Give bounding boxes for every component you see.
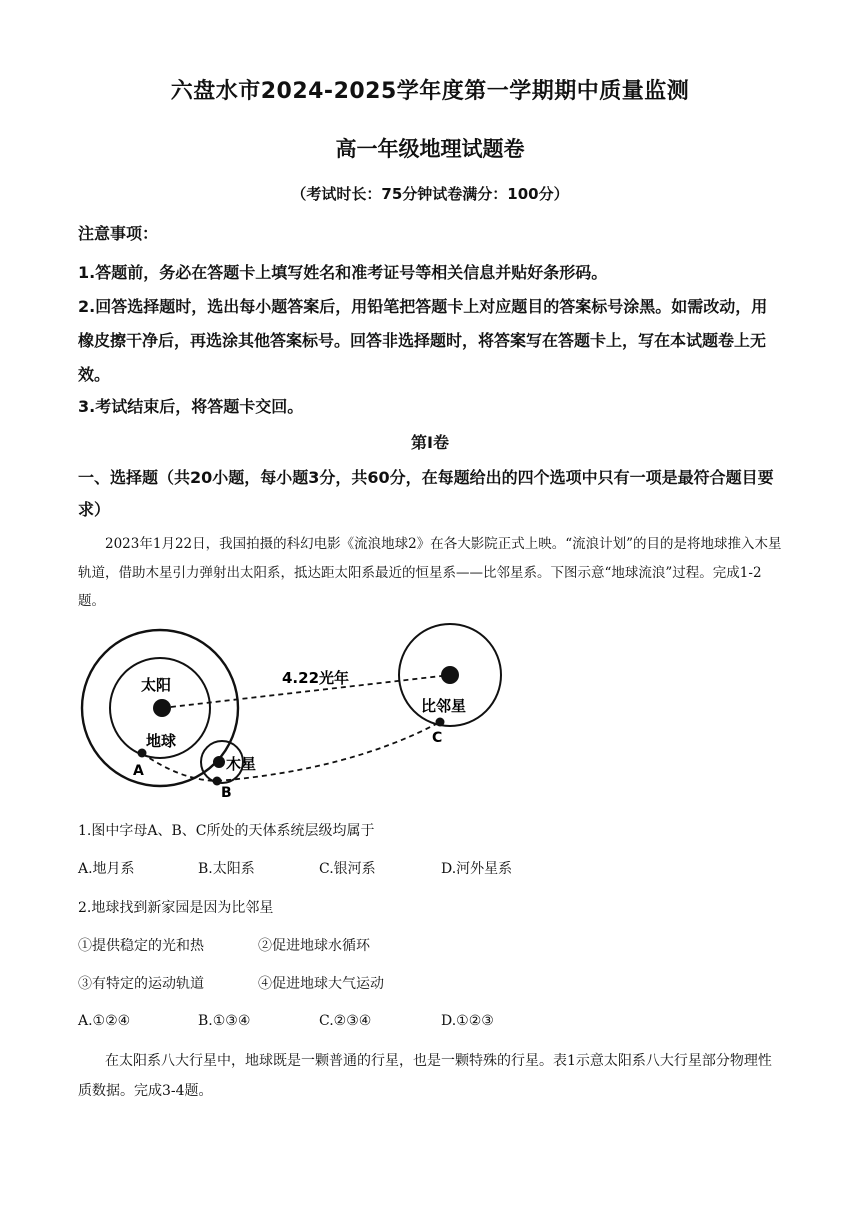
question-1-option-c: C.银河系 xyxy=(319,861,376,877)
point-a-label: A xyxy=(133,763,144,779)
notice-item-3: 3.考试结束后，将答题卡交回。 xyxy=(78,397,304,416)
question-2-statement-4: ④促进地球大气运动 xyxy=(258,976,384,992)
question-2-statement-2: ②促进地球水循环 xyxy=(258,938,370,954)
distance-label: 4.22光年 xyxy=(282,669,350,687)
jupiter-dot xyxy=(213,756,225,768)
point-c-label: C xyxy=(432,730,443,746)
passage-1: 2023年1月22日，我国拍摄的科幻电影《流浪地球2》在各大影院正式上映。“流浪计划”的目的是将地球推入木星轨道，借助木星引力弹射出太阳系，抵达距太阳系最近的恒星系——比邻星系。下图示意“地球流浪”过程。完成1-2题。 xyxy=(78,536,782,609)
proxima-star-dot xyxy=(441,666,459,684)
notice-item-1: 1.答题前，务必在答题卡上填写姓名和准考证号等相关信息并贴好条形码。 xyxy=(78,263,608,282)
part1-heading: 一、选择题（共20小题，每小题3分，共60分，在每题给出的四个选项中只有一项是最符合题目要求） xyxy=(78,468,774,519)
sun-label: 太阳 xyxy=(141,676,172,694)
proxima-label: 比邻星 xyxy=(421,697,467,715)
notice-item-2: 2.回答选择题时，选出每小题答案后，用铅笔把答题卡上对应题目的答案标号涂黑。如需改动，用橡皮擦干净后，再选涂其他答案标号。回答非选择题时，将答案写在答题卡上，写在本试题卷上无效。 xyxy=(78,297,768,384)
earth-label: 地球 xyxy=(146,732,177,750)
point-c-dot xyxy=(436,718,445,727)
point-b-label: B xyxy=(221,785,232,801)
question-2-statement-3: ③有特定的运动轨道 xyxy=(78,976,204,992)
question-1-option-d: D.河外星系 xyxy=(441,861,513,877)
jupiter-label: 木星 xyxy=(226,755,257,773)
question-1-option-a: A.地月系 xyxy=(78,861,135,877)
question-1-option-b: B.太阳系 xyxy=(198,861,255,877)
exam-info: （考试时长：75分钟试卷满分：100分） xyxy=(291,185,569,203)
question-2-stem: 2.地球找到新家园是因为比邻星 xyxy=(78,900,274,916)
section-title: 第Ⅰ卷 xyxy=(411,433,449,452)
question-2-option-d: D.①②③ xyxy=(441,1013,494,1029)
question-1-stem: 1.图中字母A、B、C所处的天体系统层级均属于 xyxy=(78,823,375,839)
question-2-statement-1: ①提供稳定的光和热 xyxy=(78,938,204,954)
question-2-option-a: A.①②④ xyxy=(78,1013,131,1029)
exam-subtitle: 高一年级地理试题卷 xyxy=(335,137,525,161)
notice-heading: 注意事项： xyxy=(78,224,159,243)
exam-title: 六盘水市2024-2025学年度第一学期期中质量监测 xyxy=(170,79,690,104)
question-2-option-c: C.②③④ xyxy=(319,1013,372,1029)
passage-2: 在太阳系八大行星中，地球既是一颗普通的行星，也是一颗特殊的行星。表1示意太阳系八大行星部分物理性质数据。完成3-4题。 xyxy=(78,1053,772,1099)
earth-wandering-diagram xyxy=(70,620,520,810)
question-2-option-b: B.①③④ xyxy=(198,1013,251,1029)
sun-dot xyxy=(153,699,171,717)
